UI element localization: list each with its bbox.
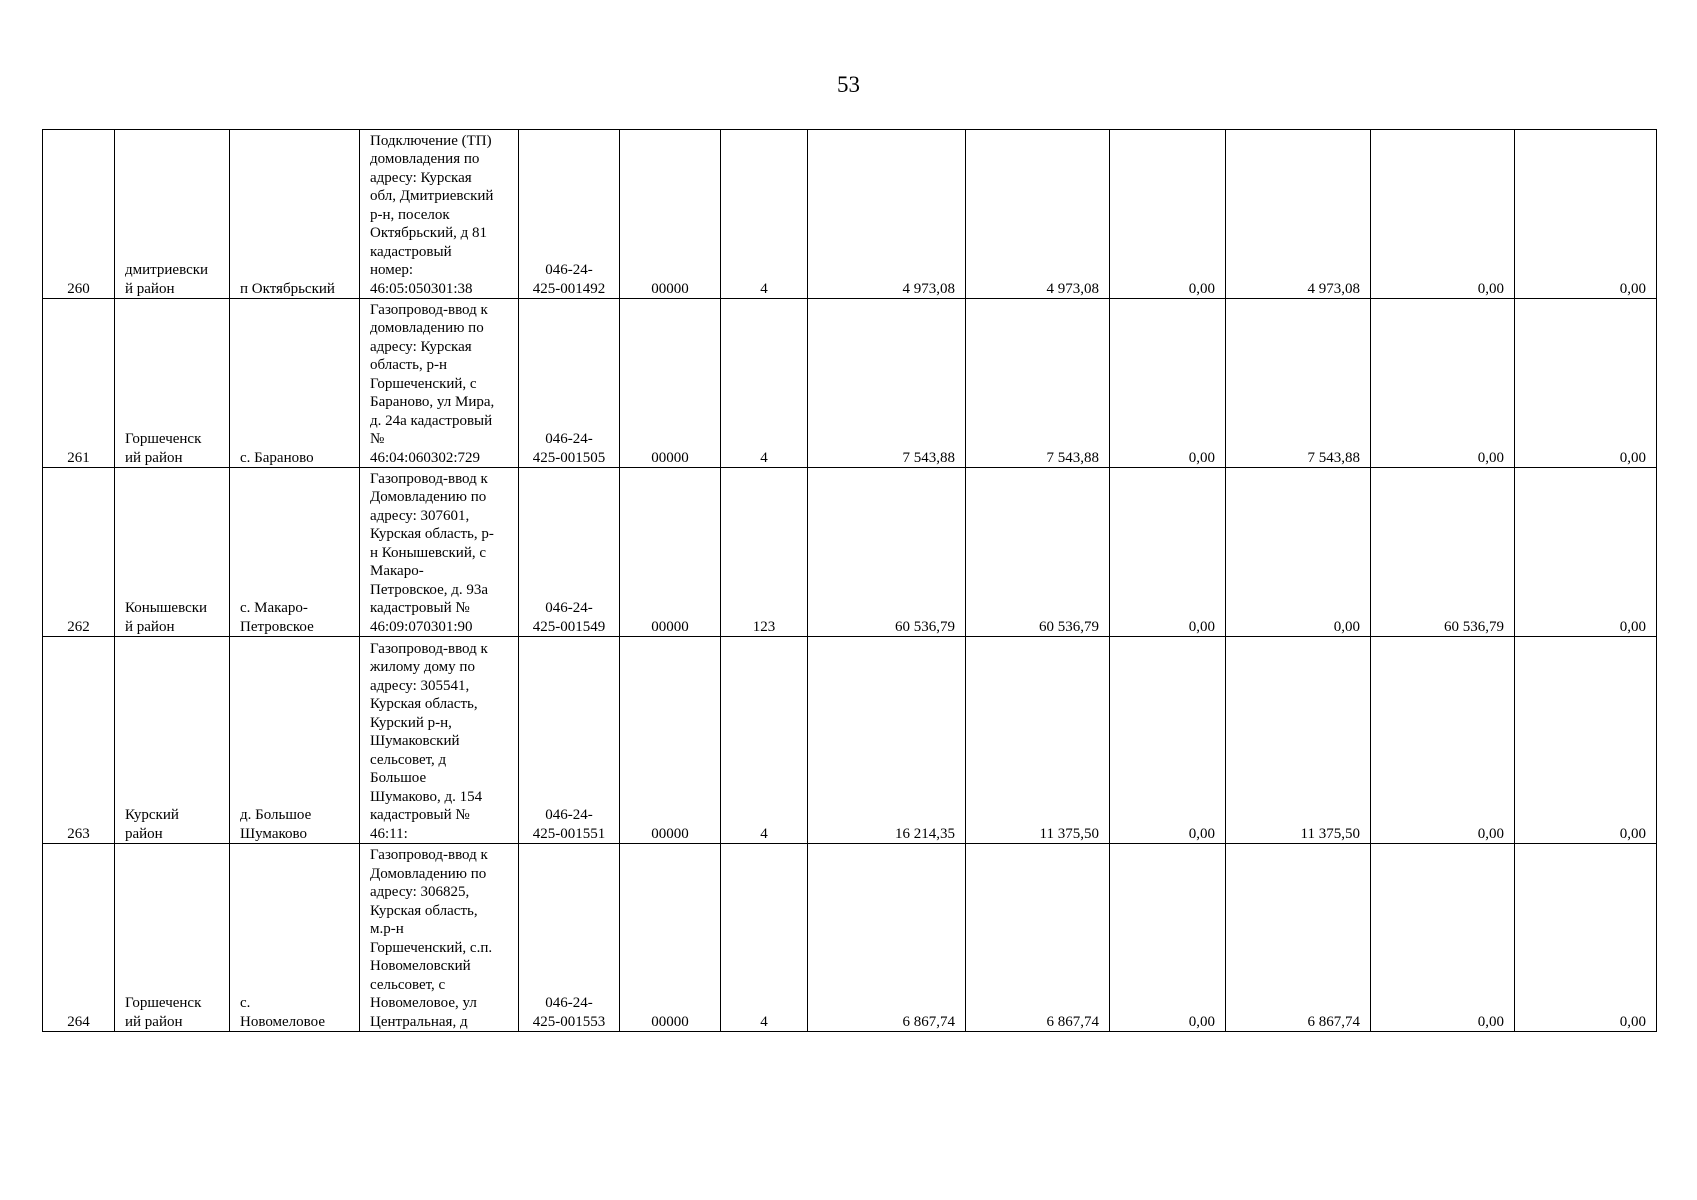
locality-cell: с. Новомеловое [230,844,360,1032]
amount-cell: 6 867,74 [966,844,1110,1032]
amount-cell: 0,00 [1515,468,1657,637]
amount-cell: 7 543,88 [1226,299,1371,468]
district-cell: Горшеченск ий район [115,299,230,468]
table-row [43,130,1657,299]
amount-cell: 4 973,08 [966,130,1110,299]
amount-cell: 0,00 [1515,844,1657,1032]
amount-cell: 11 375,50 [966,637,1110,844]
amount-cell: 6 867,74 [808,844,966,1032]
amount-cell: 0,00 [1110,468,1226,637]
amount-cell: 7 543,88 [808,299,966,468]
code-cell: 00000 [620,844,721,1032]
table-row [43,844,1657,1032]
asset-register-table [42,129,1657,1032]
code-cell: 00000 [620,468,721,637]
quantity-cell: 4 [721,130,808,299]
row-number: 264 [43,844,115,1032]
description-cell: Газопровод-ввод к жилому дому по адресу: 305541, Курская область, Курский р-н, Шумаковский сельсовет, д Большое Шумаково, д. 154 кадастровый № 46:11: [360,637,519,844]
description-cell: Подключение (ТП) домовладения по адресу: Курская обл, Дмитриевский р-н, поселок Октябрьский, д 81 кадастровый номер: 46:05:050301:38 [360,130,519,299]
amount-cell: 60 536,79 [808,468,966,637]
amount-cell: 60 536,79 [1371,468,1515,637]
amount-cell: 0,00 [1371,637,1515,844]
district-cell: дмитриевски й район [115,130,230,299]
table-row [43,299,1657,468]
amount-cell: 16 214,35 [808,637,966,844]
locality-cell: п Октябрьский [230,130,360,299]
locality-cell: д. Большое Шумаково [230,637,360,844]
description-cell: Газопровод-ввод к Домовладению по адресу: 306825, Курская область, м.р-н Горшеченский, с.п. Новомеловский сельсовет, с Новомеловое, ул Центральная, д [360,844,519,1032]
amount-cell: 4 973,08 [808,130,966,299]
inventory-number-cell: 046-24- 425-001549 [519,468,620,637]
amount-cell: 0,00 [1110,637,1226,844]
code-cell: 00000 [620,130,721,299]
amount-cell: 0,00 [1110,130,1226,299]
amount-cell: 0,00 [1110,844,1226,1032]
row-number: 263 [43,637,115,844]
quantity-cell: 4 [721,299,808,468]
amount-cell: 0,00 [1515,130,1657,299]
amount-cell: 0,00 [1226,468,1371,637]
locality-cell: с. Макаро- Петровское [230,468,360,637]
quantity-cell: 123 [721,468,808,637]
inventory-number-cell: 046-24- 425-001553 [519,844,620,1032]
row-number: 261 [43,299,115,468]
table-row [43,468,1657,637]
locality-cell: с. Бараново [230,299,360,468]
amount-cell: 0,00 [1371,844,1515,1032]
amount-cell: 6 867,74 [1226,844,1371,1032]
description-cell: Газопровод-ввод к Домовладению по адресу: 307601, Курская область, р- н Конышевский, с Макаро- Петровское, д. 93а кадастровый № 46:09:070301:90 [360,468,519,637]
inventory-number-cell: 046-24- 425-001492 [519,130,620,299]
amount-cell: 60 536,79 [966,468,1110,637]
quantity-cell: 4 [721,637,808,844]
page-number: 53 [837,72,860,97]
row-number: 262 [43,468,115,637]
inventory-number-cell: 046-24- 425-001551 [519,637,620,844]
amount-cell: 4 973,08 [1226,130,1371,299]
amount-cell: 0,00 [1371,299,1515,468]
code-cell: 00000 [620,299,721,468]
row-number: 260 [43,130,115,299]
amount-cell: 0,00 [1515,299,1657,468]
amount-cell: 0,00 [1110,299,1226,468]
quantity-cell: 4 [721,844,808,1032]
code-cell: 00000 [620,637,721,844]
district-cell: Курский район [115,637,230,844]
amount-cell: 0,00 [1515,637,1657,844]
district-cell: Горшеченск ий район [115,844,230,1032]
table-row [43,637,1657,844]
amount-cell: 7 543,88 [966,299,1110,468]
district-cell: Конышевски й район [115,468,230,637]
amount-cell: 11 375,50 [1226,637,1371,844]
inventory-number-cell: 046-24- 425-001505 [519,299,620,468]
amount-cell: 0,00 [1371,130,1515,299]
description-cell: Газопровод-ввод к домовладению по адресу: Курская область, р-н Горшеченский, с Бараново, ул Мира, д. 24а кадастровый № 46:04:060302:729 [360,299,519,468]
